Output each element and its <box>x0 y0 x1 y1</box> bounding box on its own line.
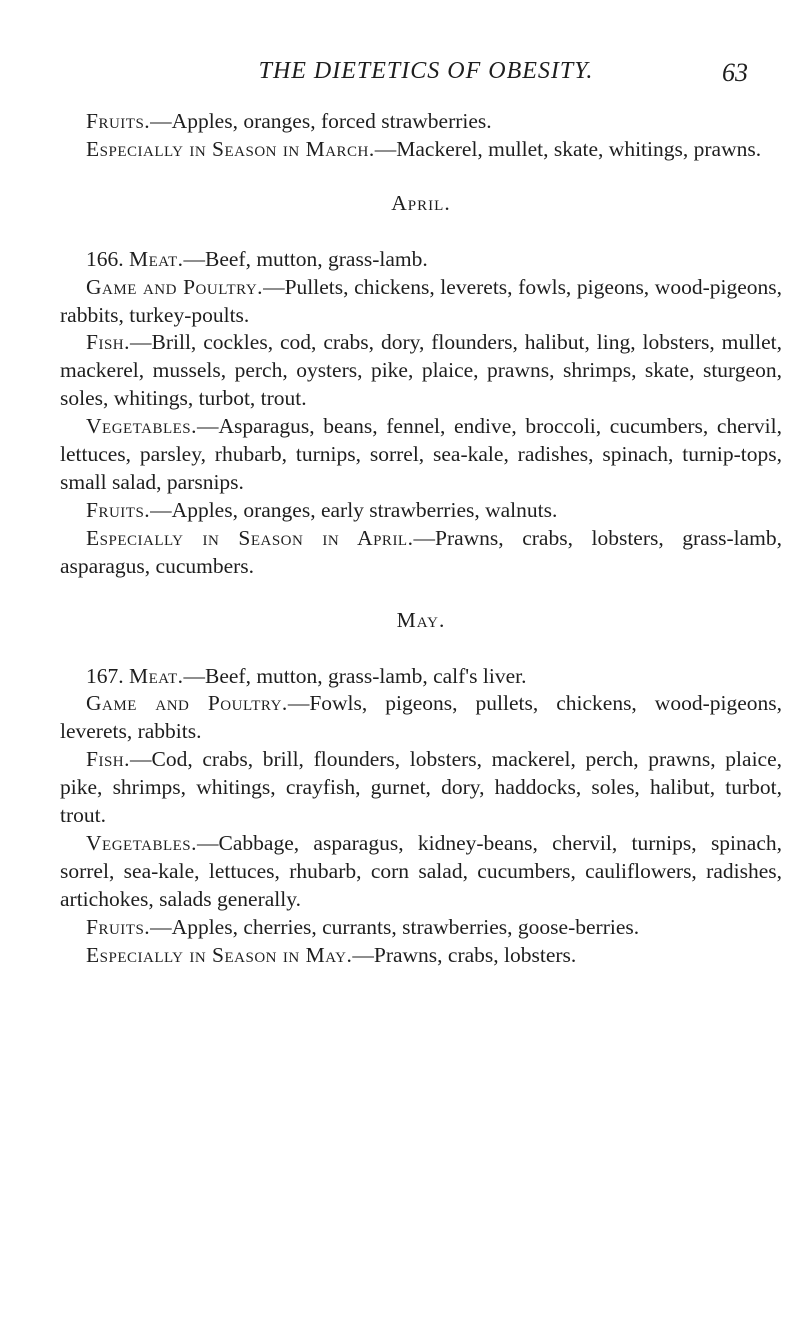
category-text: —Fowls, pigeons, pullets, chickens, wood-pigeons, leverets, rabbits. <box>60 691 783 744</box>
category-text: —Apples, oranges, early strawberries, walnuts. <box>150 497 558 522</box>
category-label: Fruits. <box>86 109 151 133</box>
paragraph-game-may <box>60 690 782 746</box>
category-label: Fish. <box>86 330 131 355</box>
page-number: 63 <box>722 58 748 87</box>
category-label: Game and Poultry. <box>86 274 264 299</box>
category-text: —Asparagus, beans, fennel, endive, broccoli, cucumbers, chervil, lettuces, parsley, rhubarb, turnips, sorrel, sea-kale, radishes, spinach, turnip-tops, small salad, parsnips. <box>60 414 782 494</box>
paragraph-fruits-march <box>60 108 782 136</box>
running-head <box>60 0 792 87</box>
paragraph-meat-april <box>60 246 782 274</box>
category-label: Especially in Season in May. <box>86 942 353 967</box>
month-heading-april: April. <box>391 190 451 215</box>
paragraph-vegetables-may <box>60 830 782 914</box>
category-text: —Brill, cockles, cod, crabs, dory, flounders, halibut, ling, lobsters, mullet, mackerel, mussels, perch, oysters, pike, plaice, prawns, shrimps, skate, sturgeon, soles, whitings, turbot, trout. <box>60 330 782 411</box>
paragraph-fish-april <box>60 329 782 413</box>
paragraph-fruits-may <box>60 914 782 942</box>
category-label: Especially in Season in April. <box>86 525 414 550</box>
running-title: THE DIETETICS OF OBESITY. <box>258 58 594 84</box>
paragraph-fish-may <box>60 746 782 830</box>
paragraph-season-march <box>60 136 782 164</box>
category-text: —Pullets, chickens, leverets, fowls, pigeons, wood-pigeons, rabbits, turkey-poults. <box>60 274 783 327</box>
book-page <box>60 0 792 967</box>
category-text: —Beef, mutton, grass-lamb, calf's liver. <box>183 663 527 688</box>
category-text: —Cod, crabs, brill, flounders, lobsters, mackerel, perch, prawns, plaice, pike, shrimps, whitings, crayfish, gurnet, dory, haddocks, soles, halibut, turbot, trout. <box>60 747 782 828</box>
category-label: Fruits. <box>86 914 151 939</box>
body-text <box>60 108 782 969</box>
category-label: Game and Poultry. <box>86 691 288 716</box>
paragraph-game-april <box>60 274 782 330</box>
category-text: —Prawns, crabs, lobsters, grass-lamb, asparagus, cucumbers. <box>60 525 782 578</box>
category-label: Vegetables. <box>86 830 198 855</box>
category-label: Vegetables. <box>86 414 198 439</box>
category-text: —Beef, mutton, grass-lamb. <box>183 246 428 271</box>
paragraph-fruits-april <box>60 497 782 525</box>
category-label: Fruits. <box>86 497 151 522</box>
category-text: —Apples, oranges, forced strawberries. <box>150 109 492 133</box>
paragraph-vegetables-april <box>60 413 782 497</box>
category-text: —Prawns, crabs, lobsters. <box>352 942 577 967</box>
category-text: —Mackerel, mullet, skate, whitings, prawns. <box>374 136 762 161</box>
category-label: Meat. <box>129 663 184 688</box>
category-label: Especially in Season in March. <box>86 136 375 161</box>
category-label: Meat. <box>129 246 184 271</box>
paragraph-season-april <box>60 525 782 581</box>
section-number: 167. <box>86 663 124 688</box>
paragraph-meat-may <box>60 663 782 691</box>
paragraph-season-may <box>60 942 782 970</box>
category-label: Fish. <box>86 747 131 772</box>
category-text: —Apples, cherries, currants, strawberries, goose-berries. <box>150 914 640 939</box>
section-number: 166. <box>86 246 124 271</box>
month-heading-may: May. <box>396 607 446 632</box>
category-text: —Cabbage, asparagus, kidney-beans, chervil, turnips, spinach, sorrel, sea-kale, lettuces, rhubarb, corn salad, cucumbers, cauliflowers, radishes, artichokes, salads generally. <box>60 830 782 911</box>
